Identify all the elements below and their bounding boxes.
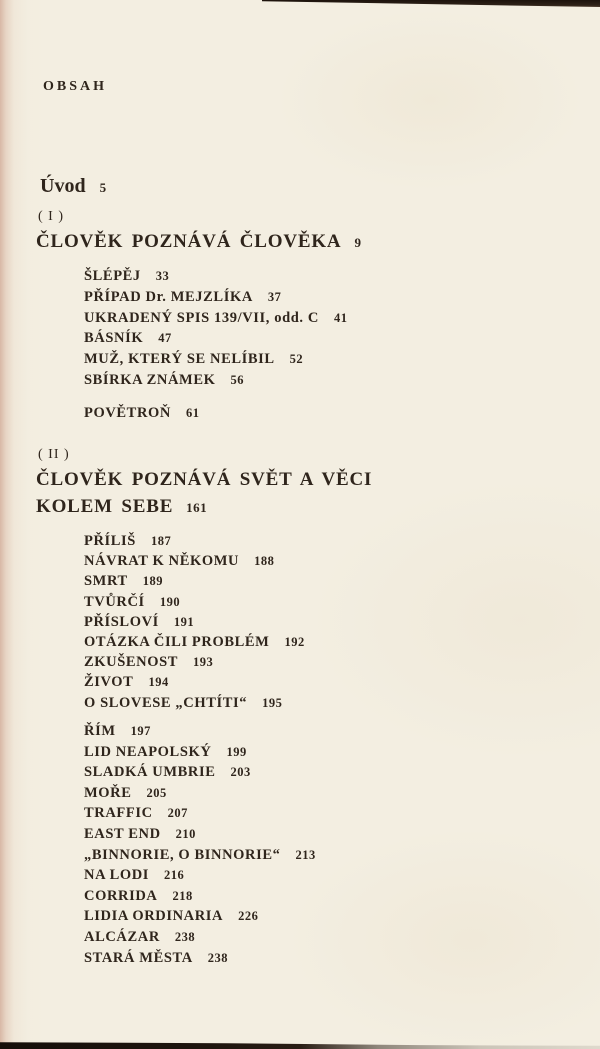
entry-page-number: 56 bbox=[230, 372, 244, 387]
entry-title: SLADKÁ UMBRIE bbox=[84, 764, 216, 781]
entry-page-number: 226 bbox=[238, 909, 259, 924]
entry-title: TVŮRČÍ bbox=[84, 593, 145, 610]
toc-entry bbox=[84, 721, 316, 742]
toc-entry bbox=[84, 403, 199, 424]
entry-page-number: 218 bbox=[172, 888, 193, 903]
entry-title: LID NEAPOLSKÝ bbox=[84, 743, 212, 760]
entry-page-number: 41 bbox=[333, 310, 348, 325]
entry-title: PŘÍSLOVÍ bbox=[84, 613, 159, 630]
entry-title: EAST END bbox=[84, 825, 161, 842]
entry-title: „BINNORIE, O BINNORIE“ bbox=[84, 846, 281, 863]
entry-page-number: 213 bbox=[295, 847, 316, 862]
toc-entry bbox=[84, 886, 316, 907]
toc-entry bbox=[84, 652, 305, 672]
scan-bottom-border bbox=[0, 1041, 600, 1049]
entry-page-number: 195 bbox=[262, 695, 283, 710]
entry-title: O SLOVESE „CHTÍTI“ bbox=[84, 694, 248, 711]
entry-page-number: 189 bbox=[142, 574, 164, 589]
entry-page-number: 37 bbox=[267, 289, 282, 304]
section-heading bbox=[36, 228, 361, 256]
entry-page-number: 210 bbox=[175, 826, 196, 841]
entry-page-number: 52 bbox=[289, 352, 304, 367]
toc-entry bbox=[84, 948, 316, 969]
entry-title: MUŽ, KTERÝ SE NELÍBIL bbox=[84, 351, 275, 368]
section-numeral: ( II ) bbox=[38, 447, 70, 462]
entry-title: LIDIA ORDINARIA bbox=[84, 908, 224, 925]
toc-entry bbox=[84, 865, 316, 886]
entry-title: ALCÁZAR bbox=[84, 928, 160, 945]
entry-title: UKRADENÝ SPIS 139/VII, odd. C bbox=[84, 309, 319, 326]
toc-entry bbox=[84, 571, 305, 591]
entry-page-number: 216 bbox=[164, 868, 185, 883]
entry-page-number: 203 bbox=[230, 765, 251, 780]
entry-page-number: 205 bbox=[146, 785, 167, 800]
entry-page-number: 193 bbox=[193, 655, 214, 670]
toc-group bbox=[84, 403, 199, 424]
entry-title: BÁSNÍK bbox=[84, 330, 144, 347]
entry-title: SMRT bbox=[84, 573, 128, 590]
toc-entry bbox=[84, 906, 316, 927]
entry-title: ZKUŠENOST bbox=[84, 654, 179, 671]
entry-page-number: 207 bbox=[167, 806, 188, 821]
toc-entry bbox=[84, 693, 305, 713]
section-heading-line bbox=[36, 493, 372, 521]
section-numeral: ( I ) bbox=[38, 209, 64, 224]
section-title-text: KOLEM SEBE bbox=[36, 496, 174, 517]
contents-title: OBSAH bbox=[43, 79, 108, 94]
entry-page-number: 238 bbox=[174, 929, 196, 944]
entry-page-number: 33 bbox=[155, 269, 170, 283]
entry-page-number: 191 bbox=[173, 614, 195, 629]
entry-title: PŘÍPAD Dr. MEJZLÍKA bbox=[84, 288, 253, 305]
entry-page-number: 190 bbox=[159, 594, 181, 609]
entry-page-number: 188 bbox=[254, 554, 275, 569]
entry-title: ŽIVOT bbox=[84, 674, 134, 691]
toc-entry bbox=[84, 287, 347, 308]
toc-entry bbox=[84, 824, 316, 845]
intro-entry bbox=[40, 175, 106, 198]
toc-entry bbox=[84, 592, 305, 612]
entry-page-number: 197 bbox=[130, 724, 151, 738]
toc-entry bbox=[84, 845, 316, 866]
intro-page-number: 5 bbox=[99, 180, 107, 195]
toc-entry bbox=[84, 672, 305, 692]
toc-entry bbox=[84, 349, 347, 370]
entry-page-number: 238 bbox=[207, 950, 229, 965]
entry-page-number: 199 bbox=[226, 744, 247, 759]
toc-entry bbox=[84, 370, 347, 391]
entry-title: PŘÍLIŠ bbox=[84, 533, 136, 549]
entry-title: NA LODI bbox=[84, 867, 150, 884]
section-heading-line bbox=[36, 466, 372, 493]
toc-entry bbox=[84, 266, 347, 287]
section-title-text: ČLOVĚK POZNÁVÁ ČLOVĚKA bbox=[36, 231, 342, 252]
toc-entry bbox=[84, 328, 347, 349]
entry-title: SBÍRKA ZNÁMEK bbox=[84, 371, 216, 388]
toc-entry bbox=[84, 803, 316, 824]
entry-title: NÁVRAT K NĚKOMU bbox=[84, 553, 240, 570]
entry-title: MOŘE bbox=[84, 784, 132, 801]
entry-title: CORRIDA bbox=[84, 887, 158, 904]
scan-top-border bbox=[262, 0, 600, 7]
toc-entry bbox=[84, 551, 305, 571]
toc-entry bbox=[84, 632, 305, 652]
entry-page-number: 192 bbox=[284, 635, 305, 650]
toc-entry bbox=[84, 762, 316, 783]
toc-group bbox=[84, 721, 316, 968]
entry-title: POVĚTROŇ bbox=[84, 405, 171, 421]
entry-page-number: 47 bbox=[158, 331, 172, 346]
toc-entry bbox=[84, 308, 347, 329]
intro-title: Úvod bbox=[40, 175, 86, 197]
toc-entry bbox=[84, 742, 316, 763]
toc-entry bbox=[84, 612, 305, 632]
toc-entry bbox=[84, 927, 316, 948]
toc-group bbox=[84, 531, 305, 713]
entry-title: TRAFFIC bbox=[84, 805, 153, 822]
entry-title: ŠLÉPĚJ bbox=[84, 268, 141, 284]
section-heading bbox=[36, 466, 372, 521]
toc-group bbox=[84, 266, 347, 391]
section-page-number: 161 bbox=[186, 500, 208, 515]
entry-title: OTÁZKA ČILI PROBLÉM bbox=[84, 634, 270, 651]
entry-page-number: 61 bbox=[185, 406, 200, 420]
toc-entry bbox=[84, 783, 316, 804]
section-title-text: ČLOVĚK POZNÁVÁ SVĚT A VĚCI bbox=[36, 469, 373, 490]
entry-page-number: 187 bbox=[150, 534, 172, 548]
entry-title: ŘÍM bbox=[84, 723, 116, 739]
section-heading-line bbox=[36, 228, 361, 256]
toc-entry bbox=[84, 531, 305, 551]
entry-page-number: 194 bbox=[148, 675, 169, 690]
section-page-number: 9 bbox=[354, 235, 362, 250]
entry-title: STARÁ MĚSTA bbox=[84, 949, 193, 966]
